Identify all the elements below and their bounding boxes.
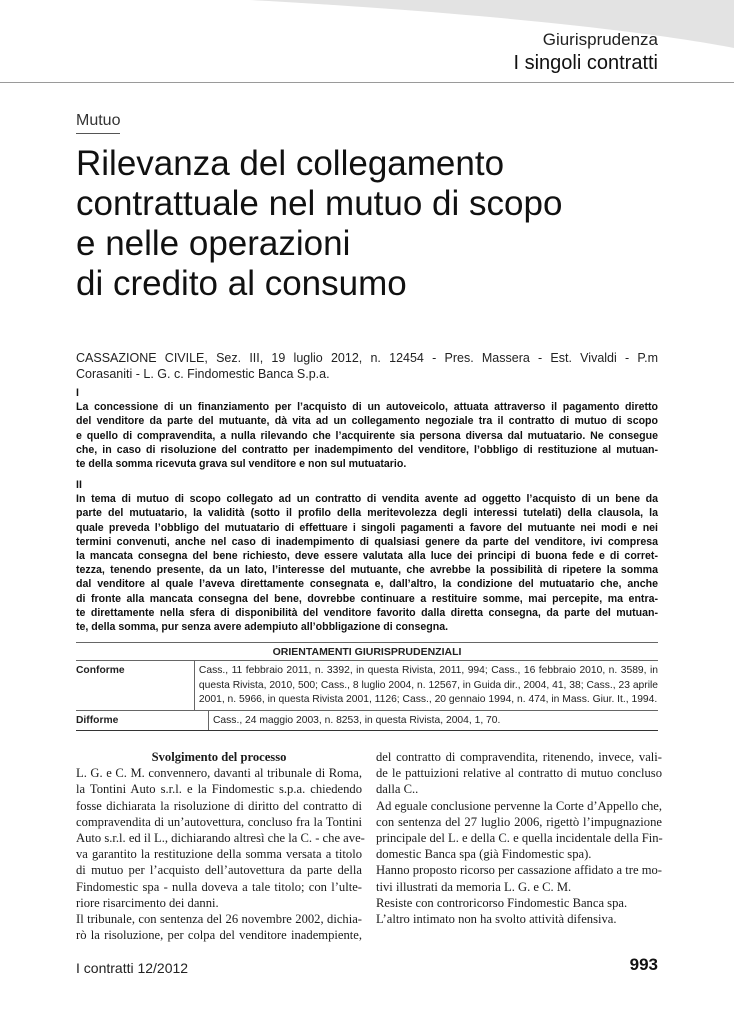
holding-line: termini convenuti, anche nel caso di inadempimento di qualsiasi genere da parte del venditore, ivi compresa bbox=[76, 535, 658, 548]
title-line: contrattuale nel mutuo di scopo bbox=[76, 184, 563, 223]
body-line: Auto s.r.l. ed il L., dichiarando altresì che la C. - che ave- bbox=[76, 831, 365, 846]
holding-line: la mancata consegna del bene richiesto, deve essere valutata alla luce dei principi di buona fede e di corret- bbox=[76, 550, 658, 563]
orientamenti-line: 2001, n. 5966, in questa Rivista 2001, 1126; Cass., 20 gennaio 1994, n. 474, in Mass. Giur. It., 1994. bbox=[198, 694, 658, 706]
orientamenti-line: questa Rivista, 2010, 500; Cass., 8 luglio 2004, n. 12567, in Guida dir., 2004, 41, 38; Cass., 23 aprile bbox=[198, 679, 658, 691]
body-line: Ad eguale conclusione pervenne la Corte d’Appello che, bbox=[376, 798, 662, 813]
body-line: rò la risoluzione, per colpa del venditore inadempiente, bbox=[76, 928, 362, 943]
holding-line: dal venditore al quale l’aveva direttamente consegnata e, dall’altro, la condizione del mutuatario che, anche bbox=[76, 578, 658, 591]
holding-line: e quello di compravendita, a nulla rilevando che l’acquirente sia persona diversa dal mutuatario. Ne consegue bbox=[76, 429, 658, 442]
body-line: de le pattuizioni relative al contratto di mutuo concluso bbox=[376, 766, 662, 781]
body-line: domestic Banca spa (già Findomestic spa). bbox=[376, 847, 592, 862]
page-number: 993 bbox=[629, 955, 658, 974]
holding-line: te, della somma, pur senza avere adempiuto all’obbligazione di consegna. bbox=[76, 621, 449, 634]
holding-line: tezza, tenendo presente, da un lato, l’interesse del mutuante, che avrebbe la possibilità di ripetere la somma bbox=[76, 564, 658, 577]
body-line: va garantito la restituzione della somma versata a titolo bbox=[76, 847, 362, 862]
section-label: Mutuo bbox=[76, 112, 120, 134]
body-line: principale del L. e della C. e quella incidentale della Fin- bbox=[376, 831, 663, 846]
orientamenti-row-conforme bbox=[76, 661, 658, 711]
citation-line: CASSAZIONE CIVILE, Sez. III, 19 luglio 2012, n. 12454 - Pres. Massera - Est. Vivaldi - P.m bbox=[76, 351, 658, 365]
body-line: Il tribunale, con sentenza del 26 novembre 2002, dichia- bbox=[76, 912, 362, 927]
body-line: compravendita di un’autovettura, concluso fra la Tontini bbox=[76, 814, 362, 829]
header-divider bbox=[0, 82, 734, 83]
orientamenti-table bbox=[76, 642, 658, 731]
holding-number: II bbox=[76, 479, 82, 491]
body-line: riore risarcimento dei danni. bbox=[76, 895, 219, 910]
holding-maxim bbox=[76, 478, 658, 634]
body-line: Findomestic spa - nulla doveva a tale titolo; con l’ulte- bbox=[76, 879, 362, 894]
orientamenti-line: Cass., 11 febbraio 2011, n. 3392, in questa Rivista, 2011, 994; Cass., 16 febbraio 2010, n. 3589, in bbox=[198, 665, 658, 676]
orientamenti-line: Cass., 24 maggio 2003, n. 8253, in questa Rivista, 2004, 1, 70. bbox=[213, 714, 501, 726]
body-line: la Tontini Auto s.r.l. e la Findomestic s.p.a. chiedendo bbox=[76, 782, 362, 797]
holding-line: del venditore da parte del mutuante, dà vita ad un collegamento negoziale tra il contratto di mutuo di scopo bbox=[76, 415, 658, 428]
orientamenti-row-difforme bbox=[76, 711, 658, 731]
body-line: Hanno proposto ricorso per cassazione affidato a tre mo- bbox=[376, 863, 662, 878]
title-line: di credito al consumo bbox=[76, 264, 407, 303]
body-line: del contratto di compravendita, ritenendo, invece, vali- bbox=[376, 750, 662, 764]
body-line: di mutuo per l’acquisto dell’autovettura da parte della bbox=[76, 863, 362, 878]
body-column-right bbox=[376, 749, 662, 927]
body-line: L. G. e C. M. convennero, davanti al tribunale di Roma, bbox=[76, 766, 362, 781]
title-line: Rilevanza del collegamento bbox=[76, 144, 505, 183]
orientamenti-row-text bbox=[208, 711, 658, 731]
section-heading: Svolgimento del processo bbox=[151, 750, 287, 764]
holding-line: di fronte alla mancata consegna del bene, dovrebbe continuare a restituire somme, mai percepite, ma entra- bbox=[76, 592, 658, 605]
journal-issue: I contratti 12/2012 bbox=[76, 960, 189, 976]
body-line: dalla C.. bbox=[376, 782, 419, 797]
orientamenti-row-text bbox=[194, 661, 658, 710]
article-title bbox=[76, 144, 696, 304]
citation-line: Corasaniti - L. G. c. Findomestic Banca S.p.a. bbox=[76, 367, 330, 381]
orientamenti-row-label: Difforme bbox=[76, 714, 119, 726]
orientamenti-heading: ORIENTAMENTI GIURISPRUDENZIALI bbox=[76, 643, 658, 661]
case-citation bbox=[76, 350, 658, 382]
holding-line: quale preveda l’obbligo del mutuatario di effettuare i singoli pagamenti a favore del mutuante nei modi e nei bbox=[76, 521, 658, 534]
body-line: tivi illustrati da memoria L. G. e C. M. bbox=[376, 879, 572, 894]
holding-line: te della somma ricevuta grava sul venditore e non sul mutuatario. bbox=[76, 458, 407, 471]
body-line: con sentenza del 27 luglio 2006, rigettò l’impugnazione bbox=[376, 814, 662, 829]
holding-line: te direttamente nella sfera di disponibilità del venditore favorito dalla diretta consegna, da parte del mutuan- bbox=[76, 606, 658, 619]
body-column-left bbox=[76, 749, 365, 943]
header-category: Giurisprudenza bbox=[542, 30, 658, 49]
title-line: e nelle operazioni bbox=[76, 224, 351, 263]
header-subcategory: I singoli contratti bbox=[513, 52, 658, 74]
holding-line: parte del mutuatario, la validità (sotto il profilo della meritevolezza degli interessi tutelati) della clausola, la bbox=[76, 507, 658, 520]
holding-line: che, in caso di risoluzione del contratto per inadempimento del venditore, l’obbligo di restituzione al mutuan- bbox=[76, 443, 658, 456]
holding-maxim bbox=[76, 386, 658, 471]
body-line: fosse dichiarata la risoluzione di diritto del contratto di bbox=[76, 798, 362, 813]
holding-number: I bbox=[76, 387, 79, 399]
holding-line: In tema di mutuo di scopo collegato ad un contratto di vendita avente ad oggetto l’acquisto di un bene da bbox=[76, 493, 658, 506]
holding-line: La concessione di un finanziamento per l’acquisto di un autoveicolo, attuata attraverso il pagamento diretto bbox=[76, 401, 658, 414]
body-line: L’altro intimato non ha svolto attività difensiva. bbox=[376, 912, 617, 927]
orientamenti-row-label: Conforme bbox=[76, 665, 125, 676]
body-line: Resiste con controricorso Findomestic Banca spa. bbox=[376, 895, 628, 910]
